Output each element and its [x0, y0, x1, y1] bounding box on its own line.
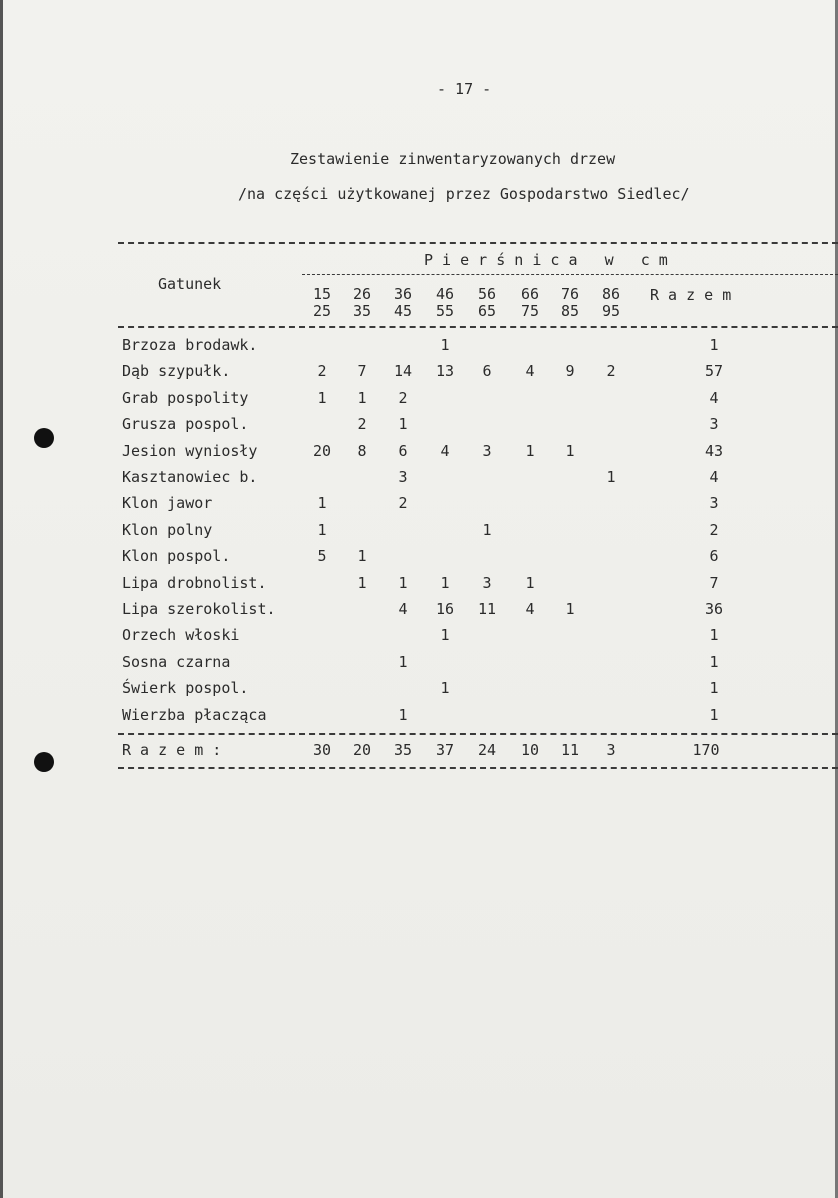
row-total-cell: 4	[709, 389, 719, 407]
row-total-cell: 7	[709, 574, 719, 592]
count-cell: 1	[440, 574, 450, 592]
diameter-range-end: 95	[601, 302, 621, 320]
count-cell: 2	[398, 494, 408, 512]
sum-cell: 35	[393, 741, 413, 759]
title-line-2: /na części użytkowanej przez Gospodarstwo Siedlec/	[238, 185, 690, 203]
count-cell: 1	[482, 521, 492, 539]
species-name: Klon jawor	[122, 494, 213, 512]
diameter-range-start: 46	[435, 285, 455, 303]
count-cell: 2	[357, 415, 367, 433]
count-cell: 1	[525, 574, 535, 592]
diameter-range-start: 26	[352, 285, 372, 303]
binder-hole-bottom	[34, 752, 54, 772]
binder-hole-top	[34, 428, 54, 448]
diameter-range-end: 65	[477, 302, 497, 320]
count-cell: 1	[565, 442, 575, 460]
count-cell: 2	[398, 389, 408, 407]
species-name: Lipa drobnolist.	[122, 574, 267, 592]
count-cell: 4	[525, 600, 535, 618]
count-cell: 9	[565, 362, 575, 380]
count-cell: 1	[398, 706, 408, 724]
row-total-cell: 6	[709, 547, 719, 565]
sum-label: R a z e m :	[122, 741, 222, 759]
count-cell: 3	[482, 574, 492, 592]
sum-cell: 30	[312, 741, 332, 759]
species-name: Grab pospolity	[122, 389, 249, 407]
total-header: R a z e m	[650, 286, 732, 304]
count-cell: 6	[398, 442, 408, 460]
count-cell: 1	[317, 389, 327, 407]
diameter-range-start: 76	[560, 285, 580, 303]
header-bottom-rule	[118, 326, 838, 328]
page-number: - 17 -	[437, 80, 492, 98]
diameter-range-start: 15	[312, 285, 332, 303]
count-cell: 1	[606, 468, 616, 486]
count-cell: 1	[398, 653, 408, 671]
count-cell: 7	[357, 362, 367, 380]
count-cell: 1	[440, 336, 450, 354]
species-name: Dąb szypułk.	[122, 362, 231, 380]
count-cell: 1	[565, 600, 575, 618]
row-total-cell: 3	[709, 494, 719, 512]
count-cell: 1	[357, 574, 367, 592]
count-cell: 6	[482, 362, 492, 380]
sum-top-rule	[118, 733, 838, 735]
species-name: Klon polny	[122, 521, 213, 539]
species-name: Kasztanowiec b.	[122, 468, 258, 486]
diameter-range-end: 25	[312, 302, 332, 320]
sum-cell: 10	[520, 741, 540, 759]
count-cell: 3	[482, 442, 492, 460]
count-cell: 5	[317, 547, 327, 565]
count-cell: 1	[317, 494, 327, 512]
species-name: Sosna czarna	[122, 653, 231, 671]
species-name: Lipa szerokolist.	[122, 600, 276, 618]
diameter-range-end: 35	[352, 302, 372, 320]
count-cell: 4	[398, 600, 408, 618]
species-name: Wierzba płacząca	[122, 706, 267, 724]
row-total-cell: 3	[709, 415, 719, 433]
page-edge-left	[0, 0, 3, 1198]
sum-cell: 3	[606, 741, 616, 759]
count-cell: 8	[357, 442, 367, 460]
count-cell: 1	[357, 547, 367, 565]
count-cell: 13	[435, 362, 455, 380]
diameter-header-rule	[302, 274, 838, 275]
count-cell: 1	[317, 521, 327, 539]
sum-cell: 11	[560, 741, 580, 759]
row-total-cell: 43	[704, 442, 724, 460]
count-cell: 11	[477, 600, 497, 618]
table-top-rule	[118, 242, 838, 244]
sum-cell: 20	[352, 741, 372, 759]
species-name: Brzoza brodawk.	[122, 336, 258, 354]
diameter-range-start: 86	[601, 285, 621, 303]
count-cell: 16	[435, 600, 455, 618]
grand-total-cell: 170	[692, 741, 720, 759]
row-total-cell: 4	[709, 468, 719, 486]
count-cell: 1	[357, 389, 367, 407]
count-cell: 14	[393, 362, 413, 380]
sum-cell: 37	[435, 741, 455, 759]
row-total-cell: 1	[709, 336, 719, 354]
count-cell: 2	[317, 362, 327, 380]
diameter-range-end: 75	[520, 302, 540, 320]
count-cell: 4	[440, 442, 450, 460]
diameter-range-end: 55	[435, 302, 455, 320]
diameter-range-start: 66	[520, 285, 540, 303]
count-cell: 20	[312, 442, 332, 460]
count-cell: 4	[525, 362, 535, 380]
count-cell: 1	[440, 679, 450, 697]
row-total-cell: 1	[709, 679, 719, 697]
species-name: Grusza pospol.	[122, 415, 249, 433]
title-line-1: Zestawienie zinwentaryzowanych drzew	[290, 150, 616, 168]
table-bottom-rule	[118, 767, 838, 769]
row-total-cell: 1	[709, 706, 719, 724]
species-name: Klon pospol.	[122, 547, 231, 565]
count-cell: 1	[398, 574, 408, 592]
row-total-cell: 1	[709, 626, 719, 644]
count-cell: 1	[440, 626, 450, 644]
row-total-cell: 57	[704, 362, 724, 380]
row-total-cell: 36	[704, 600, 724, 618]
diameter-header: P i e r ś n i c a w c m	[424, 251, 668, 269]
row-total-cell: 2	[709, 521, 719, 539]
count-cell: 2	[606, 362, 616, 380]
diameter-range-start: 36	[393, 285, 413, 303]
count-cell: 1	[525, 442, 535, 460]
species-name: Orzech włoski	[122, 626, 240, 644]
count-cell: 1	[398, 415, 408, 433]
diameter-range-end: 45	[393, 302, 413, 320]
species-header: Gatunek	[158, 275, 222, 293]
species-name: Świerk pospol.	[122, 679, 249, 697]
row-total-cell: 1	[709, 653, 719, 671]
count-cell: 3	[398, 468, 408, 486]
diameter-range-end: 85	[560, 302, 580, 320]
diameter-range-start: 56	[477, 285, 497, 303]
species-name: Jesion wyniosły	[122, 442, 258, 460]
sum-cell: 24	[477, 741, 497, 759]
